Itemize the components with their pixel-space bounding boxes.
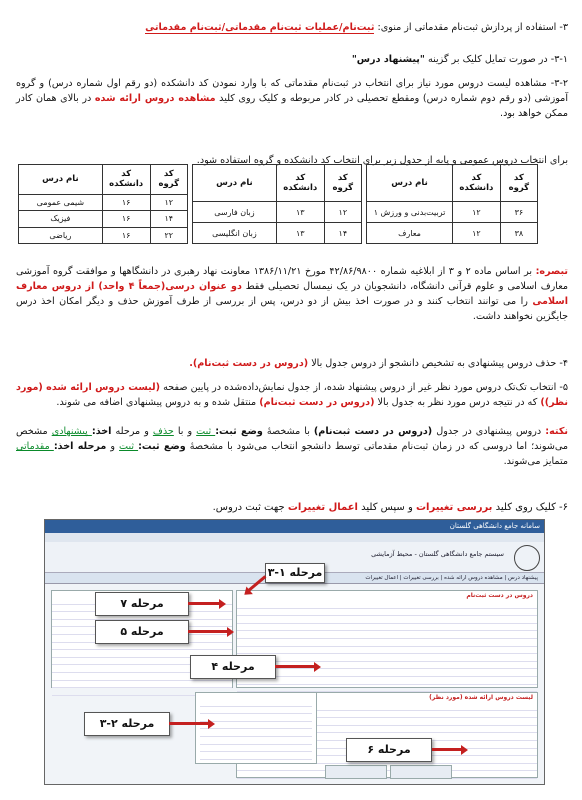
step-6 [16, 500, 568, 515]
step-5-text-c: منتقل شده و به دروس پیشنهادی اضافه می شوند. [56, 397, 260, 408]
golestan-screenshot [44, 519, 545, 785]
cell: ۱۲ [150, 194, 187, 210]
cell: زبان فارسی [193, 202, 277, 223]
table-row [193, 223, 362, 244]
university-logo [514, 545, 540, 571]
tip-text: دروس پیشنهادی در جدول [432, 426, 546, 437]
cell: ۱۶ [102, 194, 150, 210]
step-3-1 [16, 52, 568, 67]
tip-label: نکته: [545, 426, 569, 437]
callout-step-7: مرحله ۷ [95, 592, 189, 616]
cell: ۱۴ [150, 211, 187, 227]
course-code-table [18, 164, 538, 244]
cell: ۱۲ [453, 223, 501, 244]
tip-text: با مشخصهٔ [262, 426, 314, 437]
system-header-text: سیستم جامع دانشگاهی گلستان - محیط آزمایشی [371, 550, 504, 558]
header-course-name: نام درس [367, 165, 453, 202]
tip-text: متمایز می‌شوند. [503, 456, 568, 467]
table-row [193, 202, 362, 223]
table-row [19, 211, 188, 227]
menu-path: ثبت‌نام/عملیات ثبت‌نام مقدماتی/ثبت‌نام مقدماتی [145, 22, 375, 33]
offered-section-title: لیست دروس ارائه شده (مورد نظر) [429, 694, 533, 701]
address-bar [45, 533, 544, 542]
step-6-text: جهت ثبت دروس. [212, 502, 288, 513]
course-table-group-1 [366, 164, 538, 244]
tip-value: ثبت [196, 426, 216, 437]
cell: ۱۶ [102, 211, 150, 227]
apply-changes-key: اعمال تغییرات [287, 502, 358, 513]
step-3-text: ۳- استفاده از پردازش ثبت‌نام مقدماتی از منوی: [374, 22, 568, 33]
note-highlight: دو عنوان درسی(جمعاً ۴ واحد) از دروس معارف اسلامی [16, 281, 568, 307]
cell: شیمی عمومی [19, 194, 103, 210]
tip-text: و مرحله [111, 426, 153, 437]
review-changes-key: بررسی تغییرات [416, 502, 493, 513]
tip-value: حذف [152, 426, 174, 437]
cell: ۱۲ [324, 202, 361, 223]
callout-step-3-2: مرحله ۲-۳ [84, 712, 170, 736]
step-5-text-b: که در نتیجه درس مورد نظر به جدول بالا [374, 397, 541, 408]
header-group-code: کد گروه [150, 165, 187, 195]
tip-text: مشخص می‌شوند؛ اما دروسی که در زمان ثبت‌نام مقدماتی توسط دانشجو انتخاب می‌شود با مشخصهٔ [16, 426, 569, 452]
cell: ۱۳ [276, 202, 324, 223]
tip-value: ثبت [119, 441, 139, 452]
table-intro: برای انتخاب دروس عمومی و پایه از جدول زیر برای انتخاب کد دانشکده و گروه استفاده شود. [196, 155, 568, 166]
step-5-highlight-b: (دروس در دست ثبت‌نام) [259, 397, 375, 408]
cell: زبان انگلیسی [193, 223, 277, 244]
tip-label-stage: اخذ: [91, 426, 112, 437]
step-3-line [16, 20, 568, 35]
arrow-step-6 [432, 748, 462, 751]
course-table-group-3 [18, 164, 188, 244]
review-changes-button[interactable] [325, 765, 387, 779]
arrow-step-7 [188, 602, 220, 605]
table-row [19, 227, 188, 243]
step-3-2-text-a: ۳-۲- مشاهده لیست دروس مورد نیاز برای انتخاب در ثبت‌نام مقدماتی که با وارد نمودن کد دانشکده (دو رقم اول شماره درس) و گروه آموزشی (دو رقم دوم شماره درس) ومقطع تحصیلی در کادر مربوطه و کلیک روی کلید [16, 78, 568, 104]
suggest-course-option: "پیشنهاد درس" [351, 54, 425, 65]
form-tabs[interactable]: پیشنهاد درس | مشاهده دروس ارائه شده | بررسی تغییرات | اعمال تغییرات [45, 573, 544, 584]
arrow-step-5 [188, 630, 228, 633]
step-5-text-a: ۵- انتخاب تک‌تک دروس مورد نظر غیر از دروس پیشنهاد شده، از جدول نمایش‌داده‌شده در پایین صفحه [160, 382, 568, 393]
cell: ۳۶ [500, 202, 537, 223]
enrolled-courses-panel [236, 590, 538, 688]
window-title: سامانه جامع دانشگاهی گلستان [45, 520, 544, 533]
tip-label-status: وضع ثبت: [215, 426, 263, 437]
cell: ۱۲ [453, 202, 501, 223]
tip-value: مقدماتی [16, 441, 54, 452]
step-6-text: ۶- کلیک روی کلید [492, 502, 568, 513]
course-table-group-2 [192, 164, 362, 244]
step-4 [16, 356, 568, 371]
note-label: تبصره: [535, 266, 569, 277]
header-faculty-code: کد دانشکده [276, 165, 324, 202]
note-text-a: بر اساس ماده ۲ و ۳ از ابلاغیه شماره ۴۲/۸۶/۹۸۰۰ مورخ ۱۳۸۶/۱۱/۲۱ معاونت نهاد رهبری در دانشگاهها و موافقت گروه آموزشی معارف اسلامی و علوم قرآنی دانشگاه، دانشجویان در یک نیمسال تحصیلی فقط [16, 266, 568, 292]
header-course-name: نام درس [19, 165, 103, 195]
cell: تربیت‌بدنی و ورزش ۱ [367, 202, 453, 223]
cell: ریاضی [19, 227, 103, 243]
step-3-2-text-b: در بالای همان کادر ممکن خواهد بود. [16, 93, 568, 119]
header-group-code: کد گروه [500, 165, 537, 202]
tip-text: و با [173, 426, 197, 437]
tip-label-stage: مرحله اخذ: [53, 441, 107, 452]
table-row [19, 194, 188, 210]
cell: معارف [367, 223, 453, 244]
apply-changes-button[interactable] [390, 765, 452, 779]
step-5-highlight-a: (لیست دروس ارائه شده (مورد نظر)) [16, 382, 568, 408]
table-row [367, 202, 538, 223]
note-paragraph [16, 264, 568, 324]
tip-label-status: وضع ثبت: [138, 441, 186, 452]
tip-value: پیشنهادی [51, 426, 92, 437]
cell: ۲۲ [150, 227, 187, 243]
callout-step-6: مرحله ۶ [346, 738, 432, 762]
tip-table-name: (دروس در دست ثبت‌نام) [313, 426, 433, 437]
cell: ۱۶ [102, 227, 150, 243]
table-row [367, 223, 538, 244]
cell: فیزیک [19, 211, 103, 227]
step-3-1-text: ۳-۱- در صورت تمایل کلیک بر گزینه [424, 54, 568, 65]
note-text-b: را می توانند انتخاب کنند و در صورت اخذ بیش از دو درس، پس از بررسی از طرف آموزش حذف و دیگر امکان اخذ درس جایگزین نخواهند داشت. [16, 296, 568, 322]
header-faculty-code: کد دانشکده [102, 165, 150, 195]
callout-step-3-1: مرحله ۱-۳ [265, 563, 325, 583]
enrolled-section-title: دروس در دست ثبت‌نام [466, 592, 533, 599]
step-5 [16, 380, 568, 410]
step-4-highlight: (دروس در دست ثبت‌نام). [189, 358, 309, 369]
tip-text: و [106, 441, 120, 452]
callout-step-5: مرحله ۵ [95, 620, 189, 644]
step-6-text: و سپس کلید [357, 502, 416, 513]
arrow-step-3-2 [169, 722, 209, 725]
cell: ۱۴ [324, 223, 361, 244]
tip-paragraph [16, 424, 568, 469]
arrow-step-4 [275, 665, 315, 668]
step-3-2 [16, 76, 568, 121]
header-course-name: نام درس [193, 165, 277, 202]
header-faculty-code: کد دانشکده [453, 165, 501, 202]
cell: ۳۸ [500, 223, 537, 244]
header-group-code: کد گروه [324, 165, 361, 202]
view-offered-key: مشاهده دروس ارائه شده [94, 93, 216, 104]
cell: ۱۳ [276, 223, 324, 244]
step-4-text: ۴- حذف دروس پیشنهادی به تشخیص دانشجو از دروس جدول بالا [308, 358, 568, 369]
callout-step-4: مرحله ۴ [190, 655, 276, 679]
